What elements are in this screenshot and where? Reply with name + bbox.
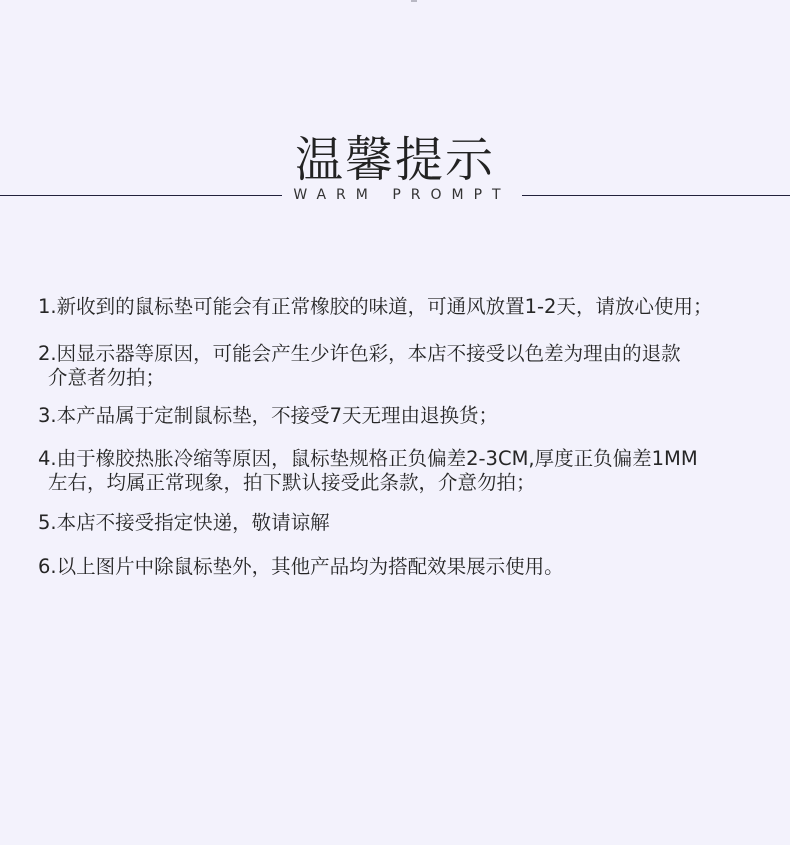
note-item-2 [38, 342, 778, 390]
title-rule-left [0, 195, 282, 196]
note-1-text: 1.新收到的鼠标垫可能会有正常橡胶的味道，可通风放置1-2天，请放心使用； [38, 295, 713, 318]
title-rule-right [522, 195, 790, 196]
note-item-3 [38, 404, 778, 428]
note-item-5 [38, 511, 778, 535]
note-item-4 [38, 447, 778, 495]
note-2-text: 2.因显示器等原因，可能会产生少许色彩，本店不接受以色差为理由的退款 [38, 342, 681, 365]
note-6-text: 6.以上图片中除鼠标垫外，其他产品均为搭配效果展示使用。 [38, 555, 564, 578]
note-4-text-continued: 左右，均属正常现象，拍下默认接受此条款，介意勿拍； [48, 471, 536, 494]
top-divider-mark [411, 0, 417, 2]
note-item-1 [38, 295, 778, 319]
page-subtitle: WARM PROMPT [293, 187, 511, 203]
note-item-6 [38, 555, 778, 579]
note-5-text: 5.本店不接受指定快递，敬请谅解 [38, 511, 330, 534]
note-2-text-continued: 介意者勿拍； [48, 366, 166, 389]
note-3-text: 3.本产品属于定制鼠标垫，不接受7天无理由退换货； [38, 404, 499, 427]
page-title: 温馨提示 [294, 132, 495, 188]
note-4-text: 4.由于橡胶热胀冷缩等原因，鼠标垫规格正负偏差2-3CM,厚度正负偏差1MM [38, 447, 698, 470]
